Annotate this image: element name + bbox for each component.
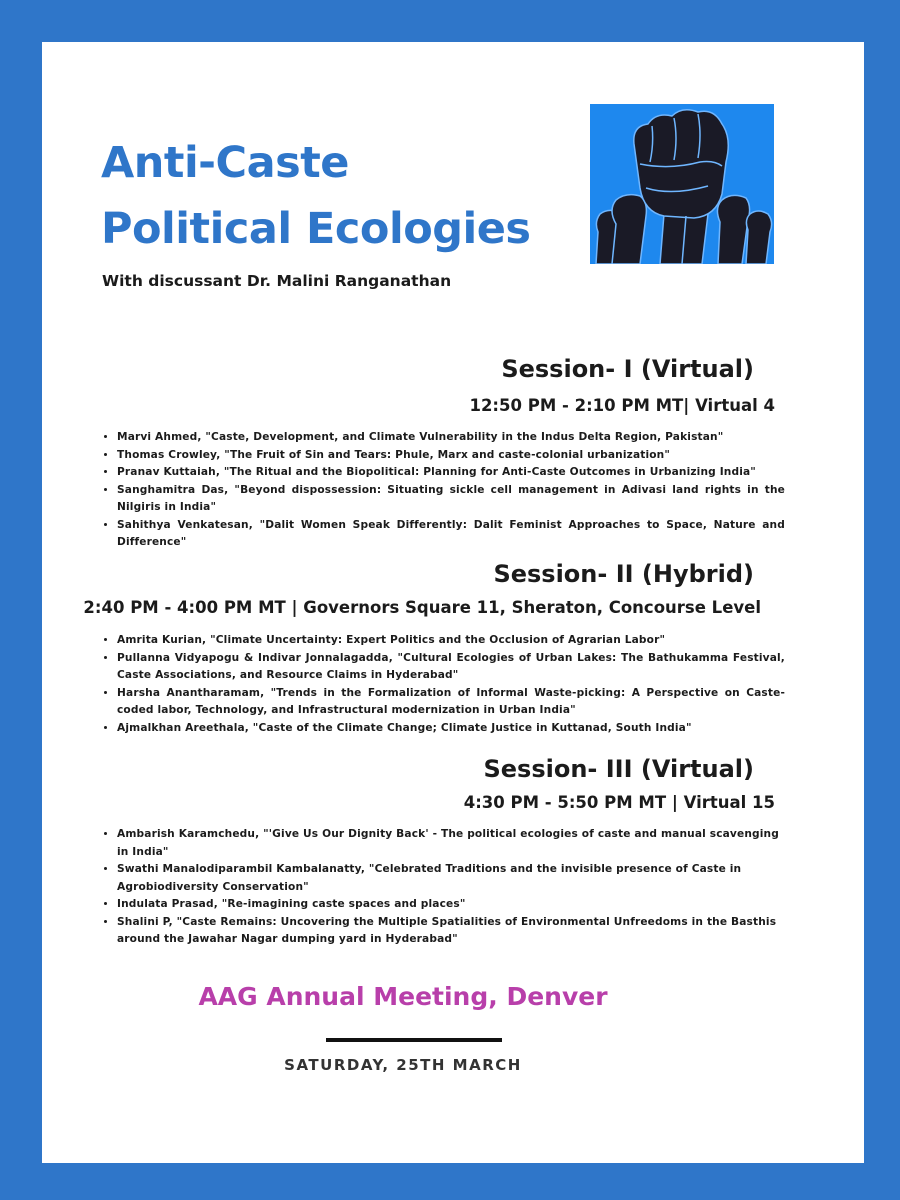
session-2-title: Session- II (Hybrid)	[493, 560, 754, 588]
talk-item: • Shalini P, "Caste Remains: Uncovering the Multiple Spatialities of Environmental Unfreedoms in the Basthis around the Jawahar Nagar dumping yard in Hyderabad"	[117, 914, 785, 949]
event-date: SATURDAY, 25TH MARCH	[284, 1056, 522, 1074]
title-line-1: Anti-Caste	[101, 138, 349, 188]
session-1-title: Session- I (Virtual)	[501, 355, 754, 383]
talk-item: • Indulata Prasad, "Re-imagining caste spaces and places"	[117, 896, 785, 914]
raised-fists-icon	[590, 104, 774, 264]
talk-item: • Ambarish Karamchedu, "'Give Us Our Dignity Back' - The political ecologies of caste and manual scavenging in India"	[117, 826, 785, 861]
talk-item: • Marvi Ahmed, "Caste, Development, and Climate Vulnerability in the Indus Delta Region, Pakistan"	[117, 429, 785, 447]
talk-item: • Thomas Crowley, "The Fruit of Sin and Tears: Phule, Marx and caste-colonial urbanization"	[117, 447, 785, 465]
session-2-talk-list	[99, 632, 785, 737]
event-name: AAG Annual Meeting, Denver	[198, 982, 608, 1011]
talk-item: • Pullanna Vidyapogu & Indivar Jonnalagadda, "Cultural Ecologies of Urban Lakes: The Bathukamma Festival, Caste Associations, and Resource Claims in Hyderabad"	[117, 650, 785, 685]
talk-item: • Swathi Manalodiparambil Kambalanatty, "Celebrated Traditions and the invisible presence of Caste in Agrobiodiversity Conservation"	[117, 861, 785, 896]
session-3-time: 4:30 PM - 5:50 PM MT | Virtual 15	[463, 793, 775, 812]
flyer-title	[101, 130, 531, 262]
session-1-talk-list	[99, 429, 785, 552]
talk-item: • Amrita Kurian, "Climate Uncertainty: Expert Politics and the Occlusion of Agrarian Labor"	[117, 632, 785, 650]
talk-item: • Harsha Anantharamam, "Trends in the Formalization of Informal Waste-picking: A Perspective on Caste-coded labor, Technology, and Infrastructural modernization in Urban India"	[117, 685, 785, 720]
session-2-time: 2:40 PM - 4:00 PM MT | Governors Square 11, Sheraton, Concourse Level	[83, 598, 761, 617]
talk-item: • Ajmalkhan Areethala, "Caste of the Climate Change; Climate Justice in Kuttanad, South India"	[117, 720, 785, 738]
session-3-title: Session- III (Virtual)	[483, 755, 754, 783]
discussant-subtitle: With discussant Dr. Malini Ranganathan	[102, 272, 452, 290]
session-1-time: 12:50 PM - 2:10 PM MT| Virtual 4	[469, 396, 775, 415]
session-3-talk-list	[99, 826, 785, 949]
title-line-2: Political Ecologies	[101, 204, 531, 254]
flyer-card	[42, 42, 864, 1163]
footer-divider	[326, 1038, 502, 1042]
talk-item: • Sanghamitra Das, "Beyond dispossession: Situating sickle cell management in Adivasi land rights in the Nilgiris in India"	[117, 482, 785, 517]
talk-item: • Sahithya Venkatesan, "Dalit Women Speak Differently: Dalit Feminist Approaches to Space, Nature and Difference"	[117, 517, 785, 552]
talk-item: • Pranav Kuttaiah, "The Ritual and the Biopolitical: Planning for Anti-Caste Outcomes in Urbanizing India"	[117, 464, 785, 482]
